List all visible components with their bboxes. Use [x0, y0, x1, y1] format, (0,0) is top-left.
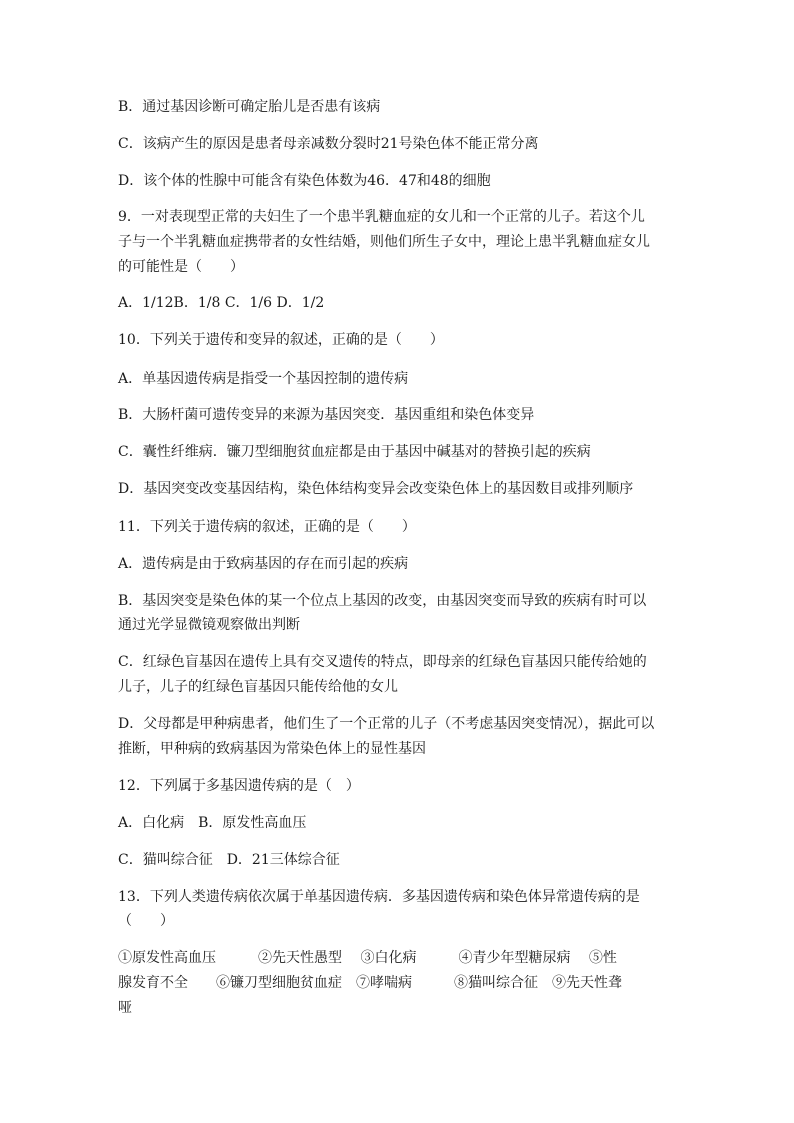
q12-stem: 12．下列属于多基因遗传病的是（ ）	[118, 778, 360, 794]
q13-items-line-2: 腺发育不全 ⑥镰刀型细胞贫血症 ⑦哮喘病 ⑧猫叫综合征 ⑨先天性聋	[118, 975, 622, 991]
q11-option-b-line-2: 通过光学显微镜观察做出判断	[118, 617, 300, 633]
q9-stem-line-1: 9．一对表现型正常的夫妇生了一个患半乳糖血症的女儿和一个正常的儿子。若这个儿	[118, 209, 645, 225]
q8-option-d: D．该个体的性腺中可能含有染色体数为46．47和48的细胞	[118, 173, 491, 189]
q9-options: A．1/12B．1/8 C．1/6 D．1/2	[118, 295, 325, 311]
q11-option-b-line-1: B．基因突变是染色体的某一个位点上基因的改变，由基因突变而导致的疾病有时可以	[118, 593, 647, 609]
q12-options-line-2: C．猫叫综合征 D．21三体综合征	[118, 852, 340, 868]
q8-option-b: B．通过基因诊断可确定胎儿是否患有该病	[118, 99, 381, 115]
q13-items-line-3: 哑	[118, 1000, 132, 1016]
q12-options-line-1: A．白化病 B．原发性高血压	[118, 815, 307, 831]
q9-stem-line-2: 子与一个半乳糖血症携带者的女性结婚，则他们所生子女中，理论上患半乳糖血症女儿	[118, 234, 650, 250]
q11-option-a: A．遗传病是由于致病基因的存在而引起的疾病	[118, 556, 409, 572]
q13-stem-line-2: （ ）	[118, 913, 174, 929]
q8-option-c: C．该病产生的原因是患者母亲减数分裂时21号染色体不能正常分离	[118, 136, 539, 152]
q11-option-c-line-2: 儿子，儿子的红绿色盲基因只能传给他的女儿	[118, 679, 398, 695]
q11-option-d-line-1: D．父母都是甲种病患者，他们生了一个正常的儿子（不考虑基因突变情况），据此可以	[118, 716, 655, 732]
q10-stem: 10．下列关于遗传和变异的叙述，正确的是（ ）	[118, 332, 444, 348]
q11-option-d-line-2: 推断，甲种病的致病基因为常染色体上的显性基因	[118, 741, 426, 757]
q13-items-line-1: ①原发性高血压 ②先天性愚型 ③白化病 ④青少年型糖尿病 ⑤性	[118, 950, 617, 966]
q11-option-c-line-1: C．红绿色盲基因在遗传上具有交叉遗传的特点，即母亲的红绿色盲基因只能传给她的	[118, 654, 647, 670]
q10-option-c: C．囊性纤维病．镰刀型细胞贫血症都是由于基因中碱基对的替换引起的疾病	[118, 444, 591, 460]
q11-stem: 11．下列关于遗传病的叙述，正确的是（ ）	[118, 519, 416, 535]
q9-stem-line-3: 的可能性是（ ）	[118, 259, 244, 275]
q10-option-b: B．大肠杆菌可遗传变异的来源为基因突变．基因重组和染色体变异	[118, 407, 535, 423]
q10-option-d: D．基因突变改变基因结构，染色体结构变异会改变染色体上的基因数目或排列顺序	[118, 481, 634, 497]
q13-stem-line-1: 13．下列人类遗传病依次属于单基因遗传病．多基因遗传病和染色体异常遗传病的是	[118, 889, 640, 905]
q10-option-a: A．单基因遗传病是指受一个基因控制的遗传病	[118, 371, 409, 387]
